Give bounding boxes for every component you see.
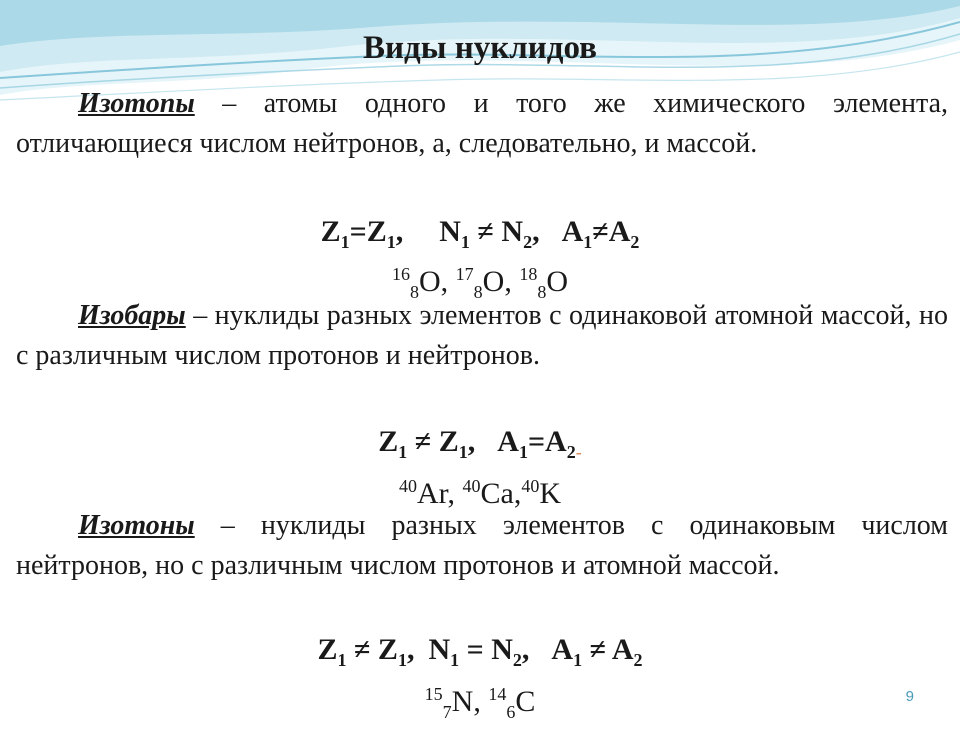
isotopes-text: – атомы одного и того же химического элемента, отличающиеся числом нейтронов, а, следовательно, и массой.: [16, 88, 948, 159]
isotones-text: – нуклиды разных элементов с одинаковым числом нейтронов, но с различным числом протонов и атомной массой.: [16, 510, 948, 581]
nuclide-example: $^{17}_8$O,: [455, 264, 520, 302]
isotopes-formula: $Z_1=Z_1$, $N_1 \ne N_2$, $A_1\ne A_2$: [320, 215, 640, 252]
page-number: 9: [905, 688, 914, 705]
isobars-text: – нуклиды разных элементов с одинаковой атомной массой, но с различным числом протонов и нейтронов.: [16, 300, 948, 371]
isotones-examples: [0, 676, 960, 730]
slide-title: Виды нуклидов: [363, 30, 597, 66]
isotopes-definition: [16, 84, 948, 164]
nuclide-example: $^{40}$Ar,: [399, 476, 463, 510]
nuclide-example: $^{40}$K: [521, 476, 561, 510]
isotones-term: Изотоны: [78, 510, 195, 541]
isobars-definition: [16, 296, 948, 376]
isobars-term: Изобары: [78, 300, 186, 331]
nuclide-example: $^{14}_6$C: [488, 684, 536, 722]
nuclide-example: $^{40}$Ca,: [462, 476, 522, 510]
nuclide-example: $^{16}_8$O,: [391, 264, 456, 302]
isobars-formula: $Z_1 \ne Z_1$, $A_1=A_{2-}$: [378, 425, 582, 462]
nuclide-example: $^{15}_7$N,: [424, 684, 489, 722]
nuclide-example: $^{18}_8$O: [519, 264, 568, 302]
isotopes-term: Изотопы: [78, 88, 195, 119]
isotones-formula: $Z_1 \ne Z_1$, $N_1 = N_2$, $A_1 \ne A_2$: [317, 633, 643, 670]
isotones-definition: [16, 506, 948, 586]
